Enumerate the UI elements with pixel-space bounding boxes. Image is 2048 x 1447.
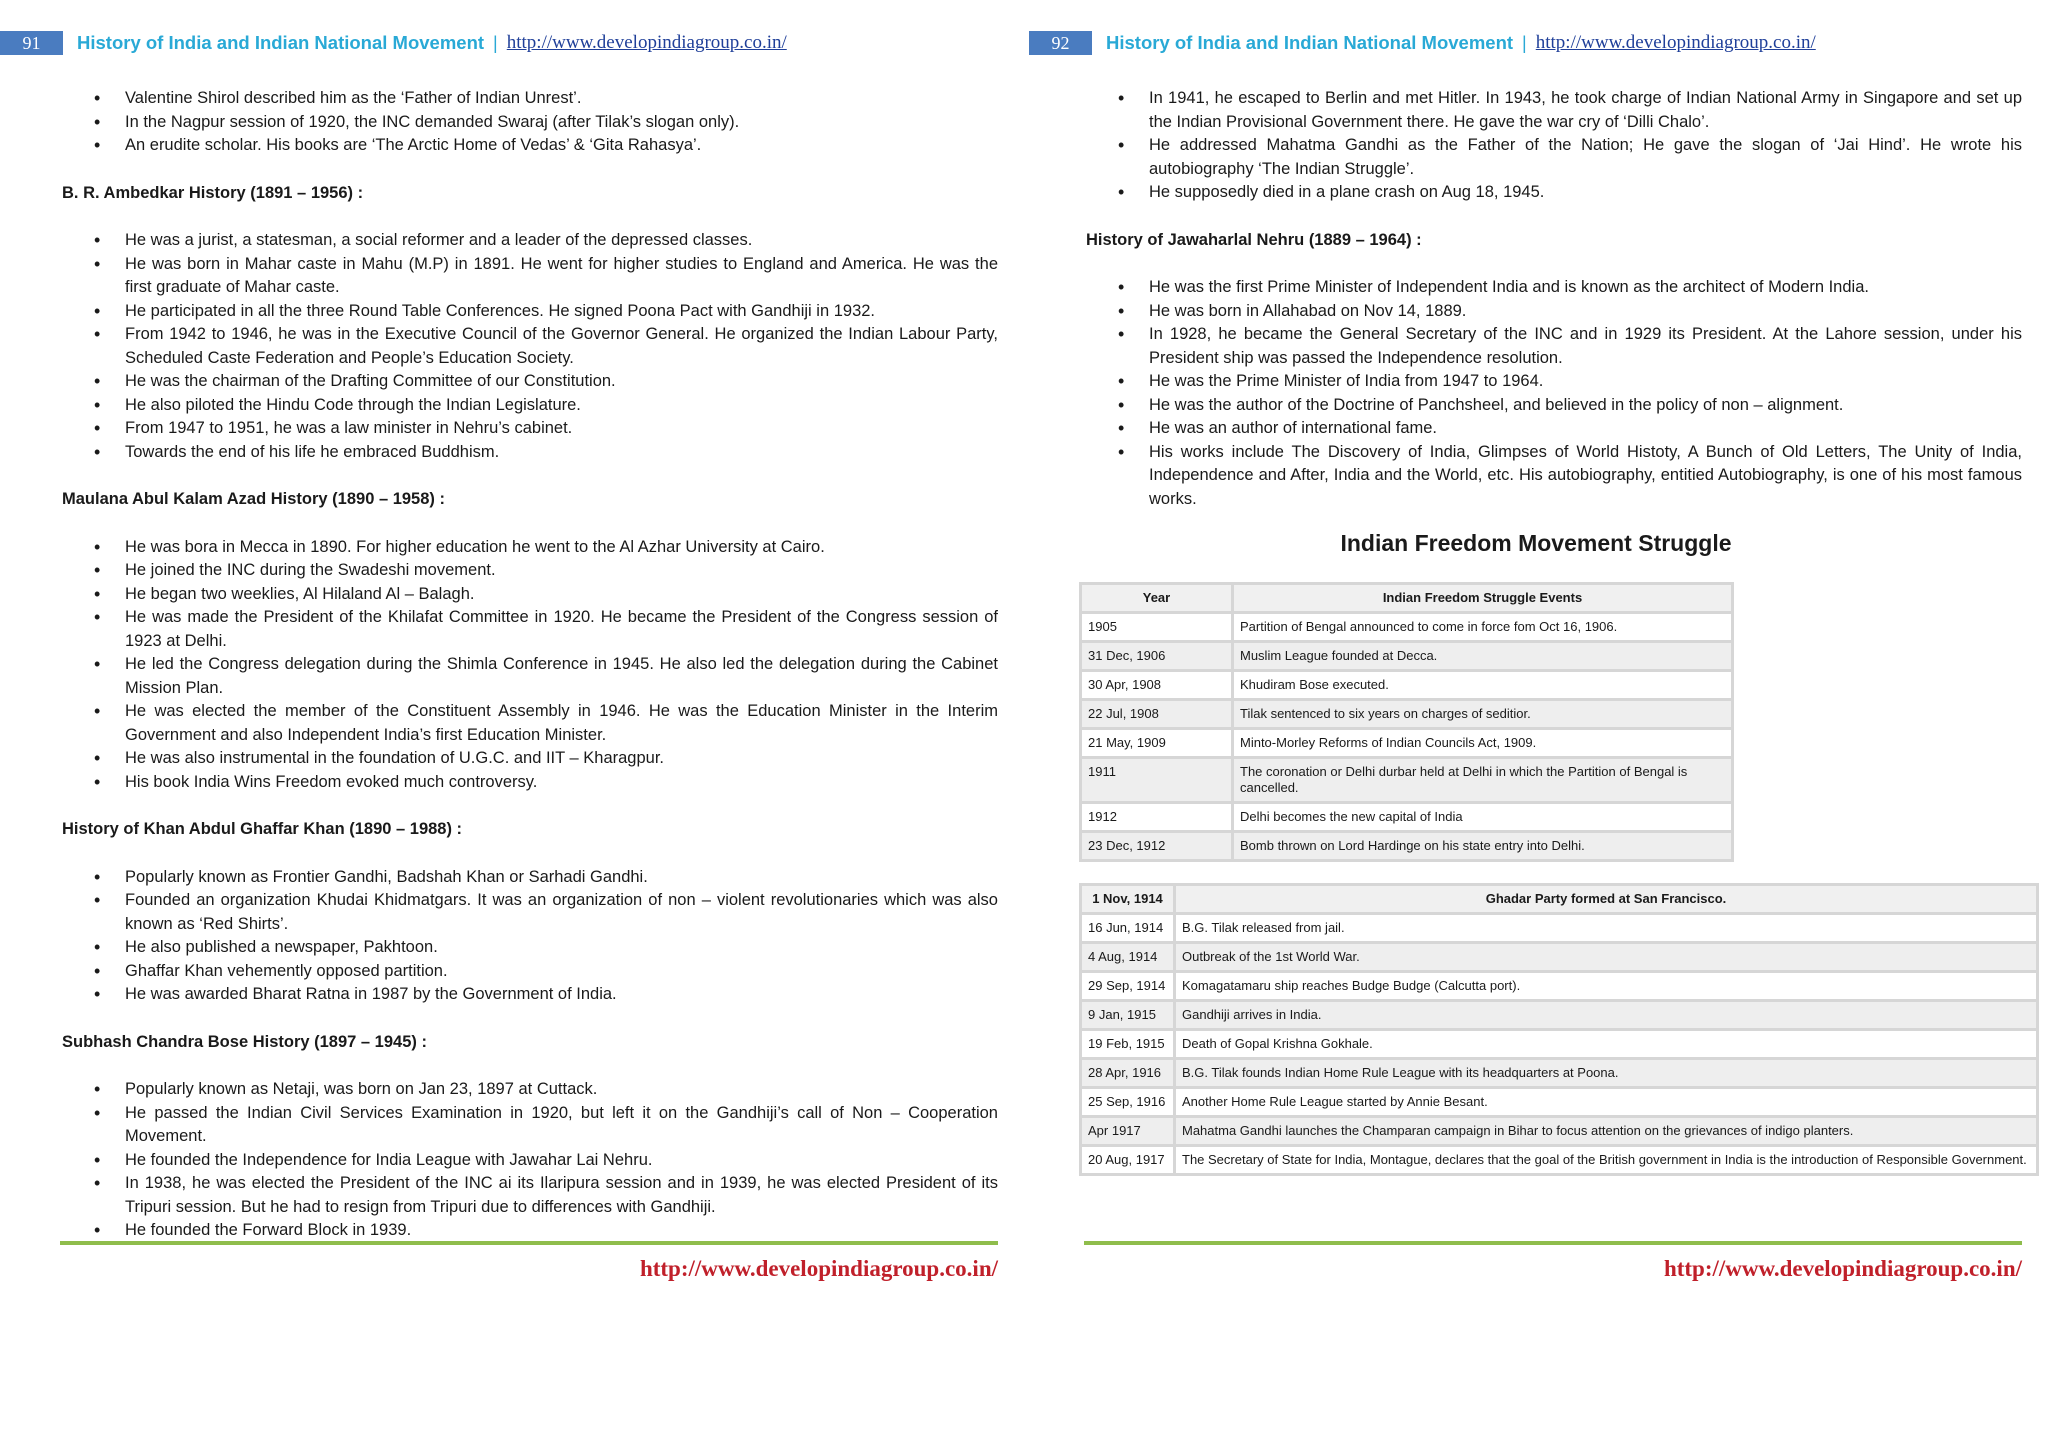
list-item: • He was elected the member of the Constituent Assembly in 1946. He was the Education Minister in the Interim Government and also Independent India’s first Education Minister. [62, 700, 998, 747]
page-number: 92 [1029, 31, 1092, 55]
event-cell: Khudiram Bose executed. [1234, 672, 1731, 698]
table-title: Indian Freedom Movement Struggle [1340, 530, 1732, 556]
column-header-events: Indian Freedom Struggle Events [1234, 585, 1731, 611]
date-cell: 9 Jan, 1915 [1082, 1002, 1173, 1028]
event-cell: The Secretary of State for India, Montague, declares that the goal of the British government in India is the introduction of Responsible Government. [1176, 1147, 2036, 1173]
table-row [1082, 672, 1731, 698]
list-item: • He also piloted the Hindu Code through the Indian Legislature. [62, 394, 998, 418]
table-row [1082, 614, 1731, 640]
event-cell: B.G. Tilak founds Indian Home Rule League with its headquarters at Poona. [1176, 1060, 2036, 1086]
date-cell: Apr 1917 [1082, 1118, 1173, 1144]
intro-bullet-list [62, 87, 998, 158]
event-cell: Komagatamaru ship reaches Budge Budge (Calcutta port). [1176, 973, 2036, 999]
section-heading-nehru: History of Jawaharlal Nehru (1889 – 1964) : [1086, 230, 1422, 249]
list-item: • In the Nagpur session of 1920, the INC demanded Swaraj (after Tilak’s slogan only). [62, 111, 998, 135]
list-item: • He supposedly died in a plane crash on Aug 18, 1945. [1086, 181, 2022, 205]
table-row [1082, 915, 2036, 941]
ghaffar-khan-bullet-list [62, 866, 998, 1007]
list-item: • From 1942 to 1946, he was in the Executive Council of the Governor General. He organized the Indian Labour Party, Scheduled Caste Federation and People’s Education Society. [62, 323, 998, 370]
list-item: • He addressed Mahatma Gandhi as the Father of the Nation; He gave the slogan of ‘Jai Hind’. He wrote his autobiography ‘The Indian Struggle’. [1086, 134, 2022, 181]
list-item: • He led the Congress delegation during the Shimla Conference in 1945. He also led the delegation during the Cabinet Mission Plan. [62, 653, 998, 700]
date-cell: 19 Feb, 1915 [1082, 1031, 1173, 1057]
footer-divider [60, 1241, 998, 1245]
list-item: • He passed the Indian Civil Services Examination in 1920, but left it on the Gandhiji’s call of Non – Cooperation Movement. [62, 1102, 998, 1149]
table-header-row [1082, 585, 1731, 611]
azad-bullet-list [62, 536, 998, 795]
list-item: • He participated in all the three Round Table Conferences. He signed Poona Pact with Gandhiji in 1932. [62, 300, 998, 324]
list-item: • An erudite scholar. His books are ‘The Arctic Home of Vedas’ & ‘Gita Rahasya’. [62, 134, 998, 158]
date-cell: 28 Apr, 1916 [1082, 1060, 1173, 1086]
table-row [1082, 1147, 2036, 1173]
list-item: • He was bora in Mecca in 1890. For higher education he went to the Al Azhar University at Cairo. [62, 536, 998, 560]
event-cell: Delhi becomes the new capital of India [1234, 804, 1731, 830]
footer-link[interactable]: http://www.developindiagroup.co.in/ [1663, 1256, 2022, 1281]
ambedkar-bullet-list [62, 229, 998, 464]
date-cell: 30 Apr, 1908 [1082, 672, 1231, 698]
table-row [1082, 1089, 2036, 1115]
page-number: 91 [0, 31, 63, 55]
section-heading-ambedkar: B. R. Ambedkar History (1891 – 1956) : [62, 183, 364, 202]
table-row [1082, 1031, 2036, 1057]
list-item: • Ghaffar Khan vehemently opposed partition. [62, 960, 998, 984]
header-title: History of India and Indian National Movement [77, 32, 485, 53]
page-header [0, 29, 787, 57]
table-row [1082, 1060, 2036, 1086]
list-item: • He founded the Independence for India League with Jawahar Lai Nehru. [62, 1149, 998, 1173]
header-date-cell: 1 Nov, 1914 [1082, 886, 1173, 912]
date-cell: 16 Jun, 1914 [1082, 915, 1173, 941]
footer-divider [1084, 1241, 2022, 1245]
column-header-year: Year [1082, 585, 1231, 611]
section-heading-ghaffar-khan: History of Khan Abdul Ghaffar Khan (1890 – 1988) : [62, 820, 463, 838]
right-page [1024, 0, 2048, 1447]
list-item: • He was made the President of the Khilafat Committee in 1920. He became the President of the Congress session of 1923 at Delhi. [62, 606, 998, 653]
events-table-continued [1079, 883, 2039, 1176]
list-item: • In 1941, he escaped to Berlin and met Hitler. In 1943, he took charge of Indian National Army in Singapore and set up the Indian Provisional Government there. He gave the war cry of ‘Dilli Chalo’. [1086, 87, 2022, 134]
intro-bullet-list [1086, 87, 2022, 205]
left-content [62, 87, 998, 1243]
list-item: • From 1947 to 1951, he was a law minister in Nehru’s cabinet. [62, 417, 998, 441]
list-item: • Popularly known as Netaji, was born on Jan 23, 1897 at Cuttack. [62, 1078, 998, 1102]
event-cell: The coronation or Delhi durbar held at Delhi in which the Partition of Bengal is cancelled. [1234, 759, 1731, 801]
list-item: • He was born in Mahar caste in Mahu (M.P) in 1891. He went for higher studies to England and America. He was the first graduate of Mahar caste. [62, 253, 998, 300]
header-link[interactable]: http://www.developindiagroup.co.in/ [506, 32, 787, 53]
list-item: • He was born in Allahabad on Nov 14, 1889. [1086, 300, 2022, 324]
list-item: • Valentine Shirol described him as the ‘Father of Indian Unrest’. [62, 87, 998, 111]
header-title: History of India and Indian National Movement [1106, 32, 1514, 53]
list-item: • He was awarded Bharat Ratna in 1987 by the Government of India. [62, 983, 998, 1007]
event-cell: Outbreak of the 1st World War. [1176, 944, 2036, 970]
event-cell: B.G. Tilak released from jail. [1176, 915, 2036, 941]
table-header-row [1082, 886, 2036, 912]
list-item: • He also published a newspaper, Pakhtoon. [62, 936, 998, 960]
date-cell: 25 Sep, 1916 [1082, 1089, 1173, 1115]
event-cell: Bomb thrown on Lord Hardinge on his state entry into Delhi. [1234, 833, 1731, 859]
event-cell: Gandhiji arrives in India. [1176, 1002, 2036, 1028]
header-link[interactable]: http://www.developindiagroup.co.in/ [1535, 32, 1816, 53]
header-event-cell: Ghadar Party formed at San Francisco. [1176, 886, 2036, 912]
event-cell: Mahatma Gandhi launches the Champaran campaign in Bihar to focus attention on the grievances of indigo planters. [1176, 1118, 2036, 1144]
list-item: • He was a jurist, a statesman, a social reformer and a leader of the depressed classes. [62, 229, 998, 253]
list-item: • He was also instrumental in the foundation of U.G.C. and IIT – Kharagpur. [62, 747, 998, 771]
date-cell: 20 Aug, 1917 [1082, 1147, 1173, 1173]
table-row [1082, 643, 1731, 669]
date-cell: 22 Jul, 1908 [1082, 701, 1231, 727]
list-item: • He was the chairman of the Drafting Committee of our Constitution. [62, 370, 998, 394]
section-heading-bose: Subhash Chandra Bose History (1897 – 1945) : [62, 1032, 427, 1051]
table-row [1082, 944, 2036, 970]
event-cell: Muslim League founded at Decca. [1234, 643, 1731, 669]
page-header [1029, 29, 1816, 57]
list-item: • He joined the INC during the Swadeshi movement. [62, 559, 998, 583]
list-item: • In 1938, he was elected the President of the INC ai its Ilaripura session and in 1939, he was elected President of its Tripuri session. But he had to resign from Tripuri due to differences with Gandhiji. [62, 1172, 998, 1219]
section-heading-azad: Maulana Abul Kalam Azad History (1890 – 1958) : [62, 490, 445, 508]
list-item: • He was the first Prime Minister of Independent India and is known as the architect of Modern India. [1086, 276, 2022, 300]
date-cell: 29 Sep, 1914 [1082, 973, 1173, 999]
event-cell: Partition of Bengal announced to come in force fom Oct 16, 1906. [1234, 614, 1731, 640]
nehru-bullet-list [1086, 276, 2022, 511]
header-separator: | [1522, 32, 1527, 53]
right-content [1086, 87, 2022, 511]
table-row [1082, 759, 1731, 801]
table-row [1082, 1118, 2036, 1144]
table-row [1082, 804, 1731, 830]
list-item: • Founded an organization Khudai Khidmatgars. It was an organization of non – violent revolutionaries which was also known as ‘Red Shirts’. [62, 889, 998, 936]
list-item: • He was the author of the Doctrine of Panchsheel, and believed in the policy of non – alignment. [1086, 394, 2022, 418]
table-row [1082, 701, 1731, 727]
date-cell: 4 Aug, 1914 [1082, 944, 1173, 970]
date-cell: 31 Dec, 1906 [1082, 643, 1231, 669]
list-item: • He was the Prime Minister of India from 1947 to 1964. [1086, 370, 2022, 394]
list-item: • He was an author of international fame. [1086, 417, 2022, 441]
event-cell: Another Home Rule League started by Annie Besant. [1176, 1089, 2036, 1115]
event-cell: Death of Gopal Krishna Gokhale. [1176, 1031, 2036, 1057]
event-cell: Tilak sentenced to six years on charges of seditior. [1234, 701, 1731, 727]
list-item: • He began two weeklies, Al Hilaland Al – Balagh. [62, 583, 998, 607]
list-item: • His book India Wins Freedom evoked much controversy. [62, 771, 998, 795]
table-row [1082, 973, 2036, 999]
events-table [1079, 582, 1734, 862]
date-cell: 1911 [1082, 759, 1231, 801]
date-cell: 21 May, 1909 [1082, 730, 1231, 756]
list-item: • Popularly known as Frontier Gandhi, Badshah Khan or Sarhadi Gandhi. [62, 866, 998, 890]
table-row [1082, 730, 1731, 756]
table-row [1082, 833, 1731, 859]
list-item: • His works include The Discovery of India, Glimpses of World Histoty, A Bunch of Old Letters, The Unity of India, Independence and After, India and the World, etc. His autobiography, entitied Autobiography, is one of his most famous works. [1086, 441, 2022, 512]
date-cell: 1912 [1082, 804, 1231, 830]
bose-bullet-list [62, 1078, 998, 1243]
event-cell: Minto-Morley Reforms of Indian Councils Act, 1909. [1234, 730, 1731, 756]
date-cell: 1905 [1082, 614, 1231, 640]
footer-link[interactable]: http://www.developindiagroup.co.in/ [639, 1256, 998, 1281]
header-separator: | [493, 32, 498, 53]
table-row [1082, 1002, 2036, 1028]
list-item: • He founded the Forward Block in 1939. [62, 1219, 998, 1243]
list-item: • Towards the end of his life he embraced Buddhism. [62, 441, 998, 465]
list-item: • In 1928, he became the General Secretary of the INC and in 1929 its President. At the Lahore session, under his President ship was passed the Independence resolution. [1086, 323, 2022, 370]
date-cell: 23 Dec, 1912 [1082, 833, 1231, 859]
